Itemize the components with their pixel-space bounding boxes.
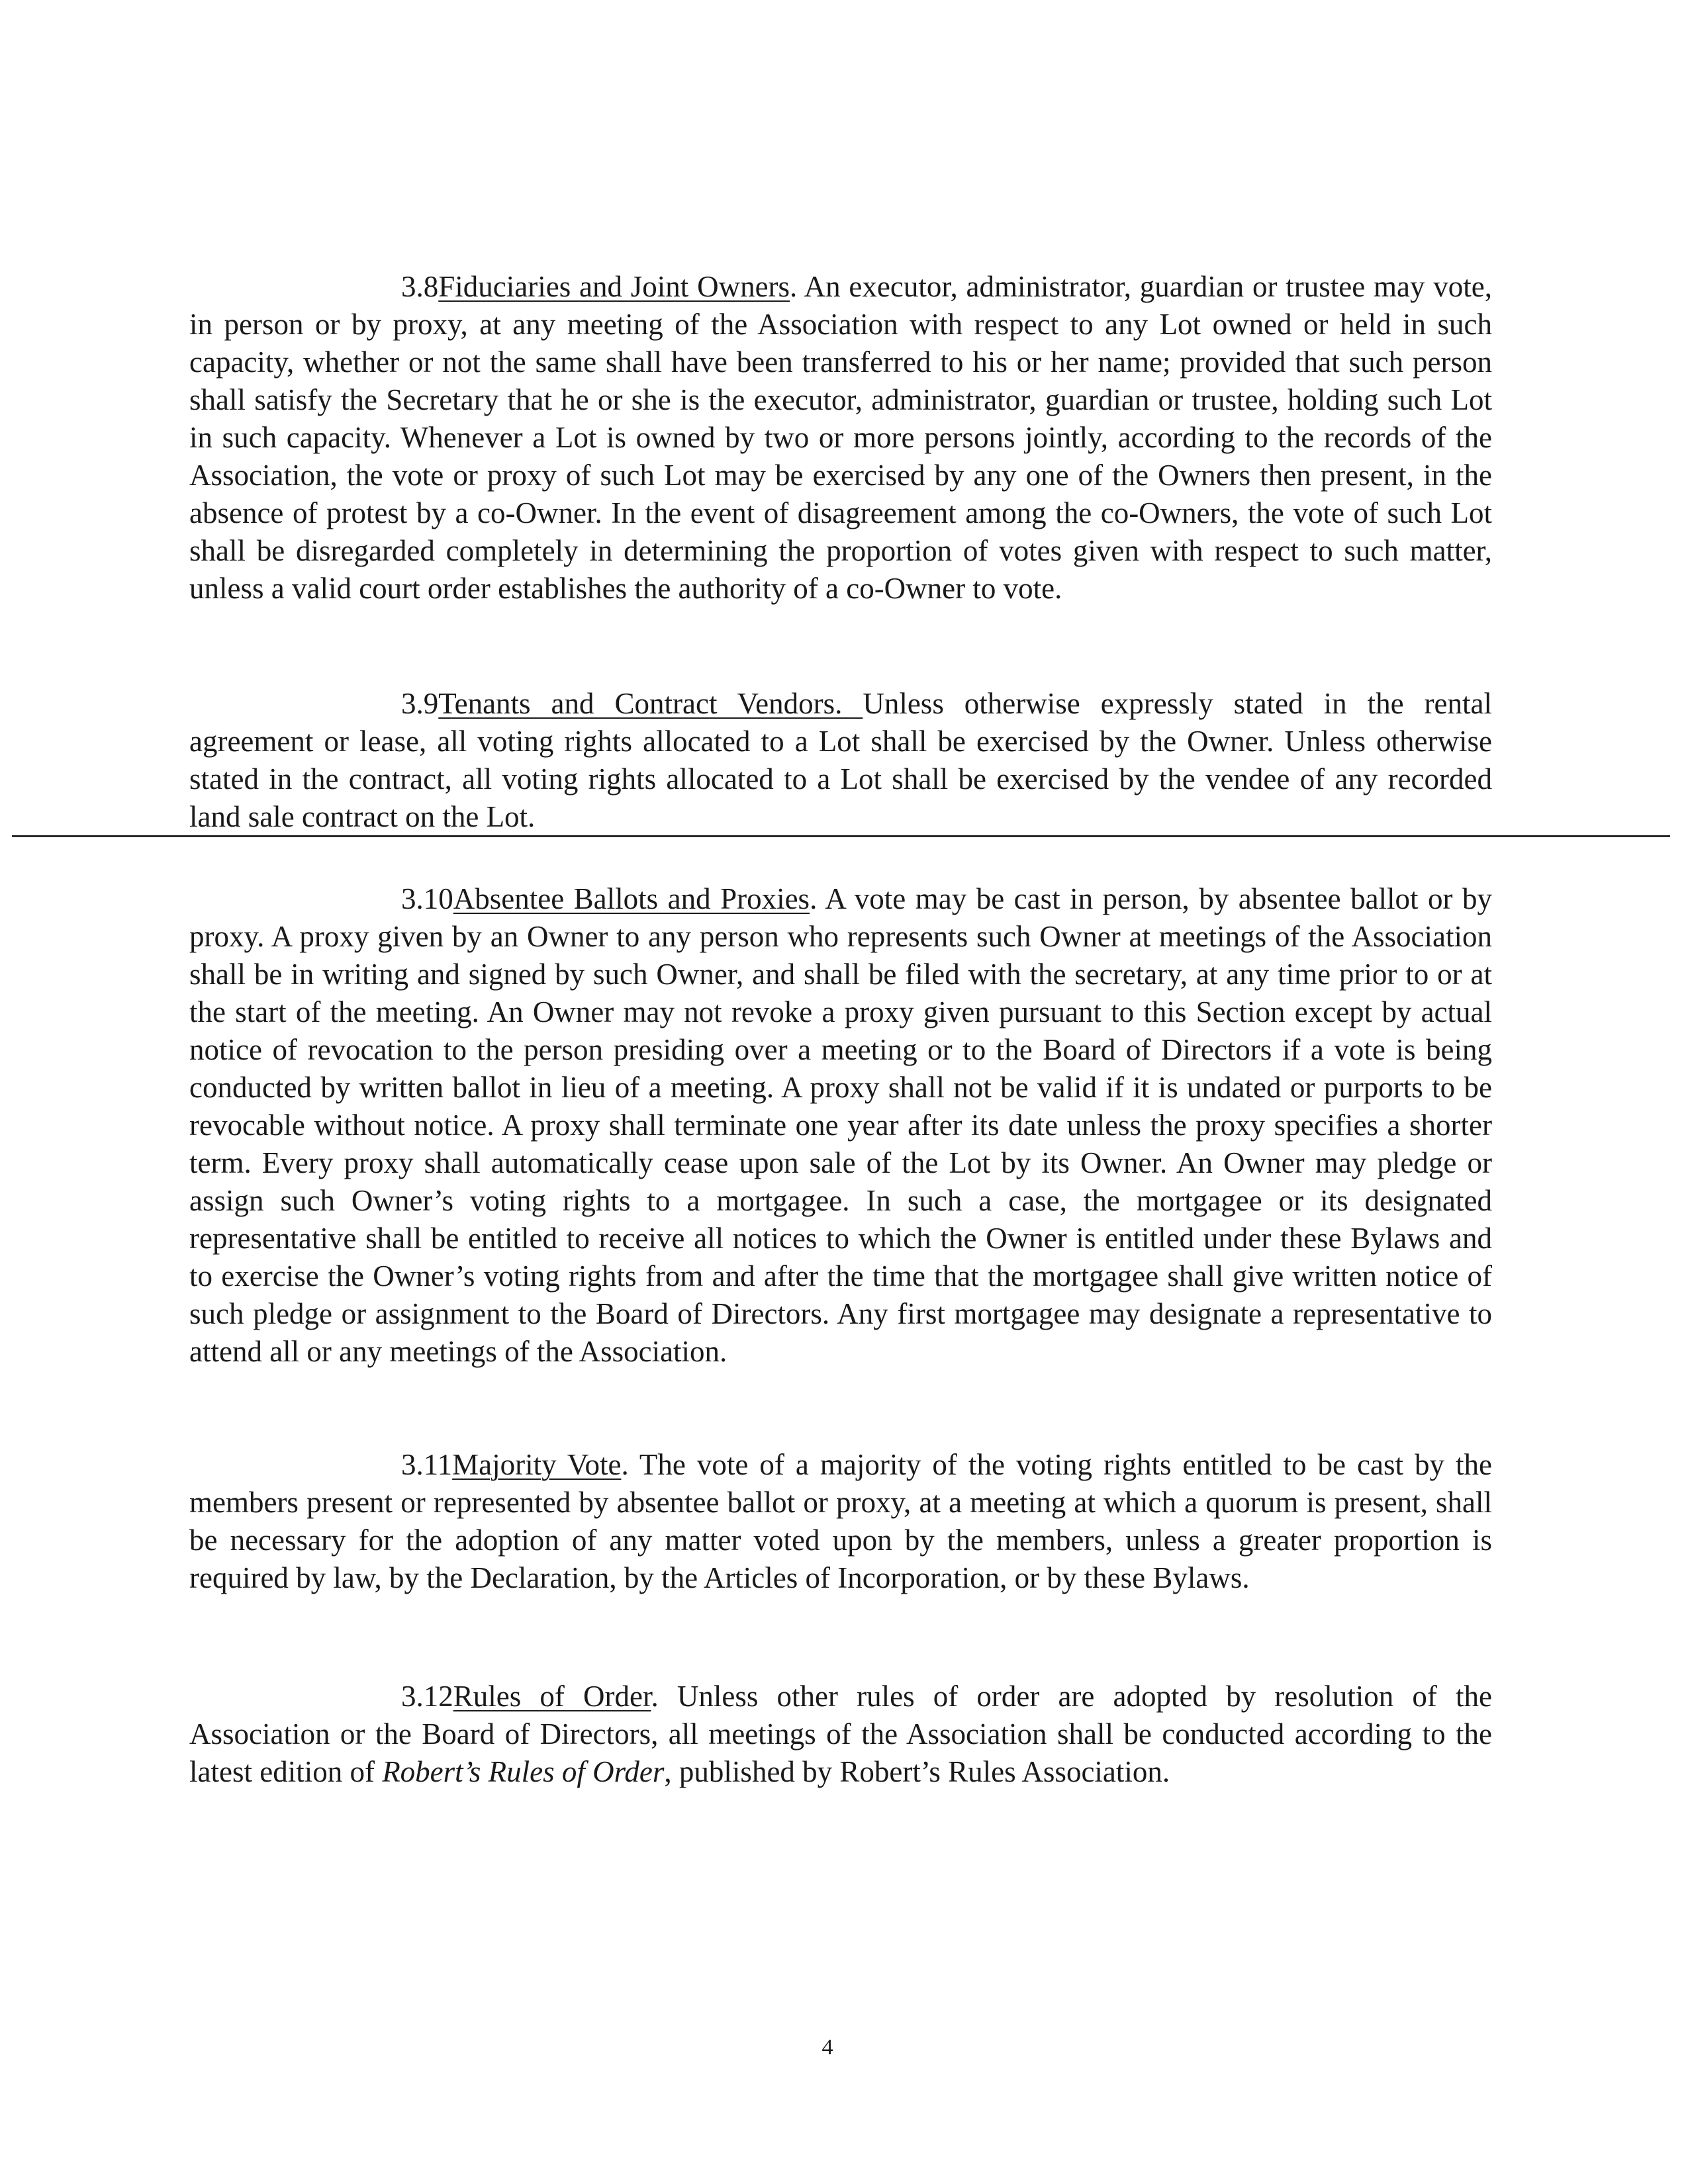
section-3-10: [189, 880, 1492, 1371]
section-heading: Rules of Order: [453, 1680, 651, 1713]
section-body: . A vote may be cast in person, by absentee ballot or by proxy. A proxy given by an Owner to any person who represents such Owner at meetings of the Association shall be in writing and signed by such Owner, and shall be filed with the secretary, at any time prior to or at the start of the meeting. An Owner may not revoke a proxy given pursuant to this Section except by actual notice of revocation to the person presiding over a meeting or to the Board of Directors if a vote is being conducted by written ballot in lieu of a meeting. A proxy shall not be valid if it is undated or purports to be revocable without notice. A proxy shall terminate one year after its date unless the proxy specifies a shorter term. Every proxy shall automatically cease upon sale of the Lot by its Owner. An Owner may pledge or assign such Owner’s voting rights to a mortgagee. In such a case, the mortgagee or its designated representative shall be entitled to receive all notices to which the Owner is entitled under these Bylaws and to exercise the Owner’s voting rights from and after the time that the mortgagee shall give written notice of such pledge or assignment to the Board of Directors. Any first mortgagee may designate a representative to attend all or any meetings of the Association.: [189, 882, 1492, 1368]
section-heading: Tenants and Contract Vendors.: [438, 687, 863, 720]
section-body-end: , published by Robert’s Rules Association.: [664, 1755, 1170, 1788]
horizontal-divider: [12, 835, 1670, 837]
section-number: 3.9: [401, 687, 439, 720]
section-body: . An executor, administrator, guardian or trustee may vote, in person or by proxy, at any meeting of the Association with respect to any Lot owned or held in such capacity, whether or not the same shall have been transferred to his or her name; provided that such person shall satisfy the Secretary that he or she is the executor, administrator, guardian or trustee, holding such Lot in such capacity. Whenever a Lot is owned by two or more persons jointly, according to the records of the Association, the vote or proxy of such Lot may be exercised by any one of the Owners then present, in the absence of protest by a co-Owner. In the event of disagreement among the co-Owners, the vote of such Lot shall be disregarded completely in determining the proportion of votes given with respect to such matter, unless a valid court order establishes the authority of a co-Owner to vote.: [189, 270, 1492, 605]
section-body: . Unless other rules of order are adopted by resolution of the Association or the Board of Directors, all meetings of the Association shall be conducted according to the latest edition of: [189, 1680, 1492, 1788]
section-number: 3.12: [401, 1680, 453, 1713]
section-number: 3.10: [401, 882, 453, 915]
section-heading: Absentee Ballots and Proxies: [453, 882, 810, 915]
section-number: 3.11: [401, 1448, 453, 1481]
section-body: Unless otherwise expressly stated in the rental agreement or lease, all voting rights allocated to a Lot shall be exercised by the Owner. Unless otherwise stated in the contract, all voting rights allocated to a Lot shall be exercised by the vendee of any recorded land sale contract on the Lot.: [189, 687, 1492, 833]
page-number: 4: [821, 2035, 833, 2060]
section-body: . The vote of a majority of the voting rights entitled to be cast by the members present or represented by absentee ballot or proxy, at a meeting at which a quorum is present, shall be necessary for the adoption of any matter voted upon by the members, unless a greater proportion is required by law, by the Declaration, by the Articles of Incorporation, or by these Bylaws.: [189, 1448, 1493, 1594]
section-3-12: [189, 1678, 1492, 1791]
section-3-8: [189, 268, 1492, 608]
book-title: Robert’s Rules of Order: [382, 1755, 665, 1788]
section-heading: Majority Vote: [452, 1448, 622, 1481]
section-heading: Fiduciaries and Joint Owners: [438, 270, 790, 303]
section-3-9: [189, 685, 1492, 836]
section-number: 3.8: [401, 270, 439, 303]
section-3-11: [189, 1446, 1492, 1597]
